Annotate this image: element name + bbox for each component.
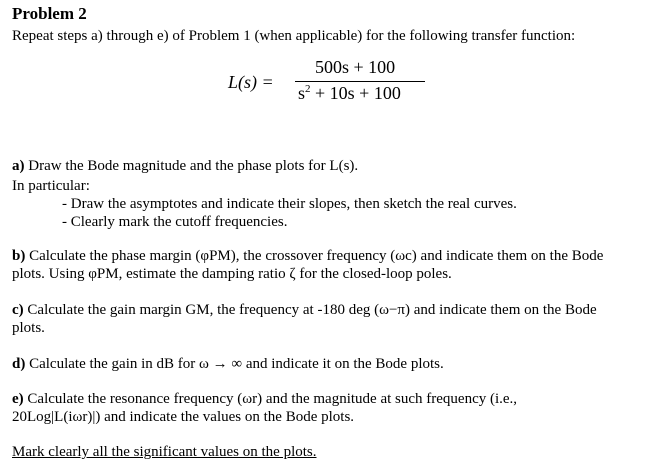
part-d-line xyxy=(12,355,444,373)
denominator-exponent: 2 xyxy=(305,83,311,95)
part-b-line-1 xyxy=(12,247,603,265)
part-a-label: a) xyxy=(12,158,25,174)
part-a-bullet-1: - Draw the asymptotes and indicate their slopes, then sketch the real curves. xyxy=(62,196,517,212)
part-c-label: c) xyxy=(12,302,24,318)
equation-numerator: 500s + 100 xyxy=(315,57,396,77)
part-e-line-2: 20Log|L(iωr)|) and indicate the values on the Bode plots. xyxy=(12,409,355,425)
footer-note: Mark clearly all the significant values on the plots. xyxy=(12,444,317,460)
part-d-text: Calculate the gain in dB for ω → ∞ and indicate it on the Bode plots. xyxy=(25,356,444,372)
part-a-subhead: In particular: xyxy=(12,178,90,194)
denominator-base: s xyxy=(298,83,306,103)
problem-title: Problem 2 xyxy=(12,4,87,23)
part-e-label: e) xyxy=(12,391,24,407)
part-c-text-1: Calculate the gain margin GM, the frequency at -180 deg (ω−π) and indicate them on the Bode xyxy=(23,302,597,318)
part-a-bullet-2: - Clearly mark the cutoff frequencies. xyxy=(62,214,288,230)
fraction-bar xyxy=(295,81,425,82)
part-a-text: Draw the Bode magnitude and the phase plots for L(s). xyxy=(24,158,359,174)
part-b-label: b) xyxy=(12,248,26,264)
part-d-label: d) xyxy=(12,356,26,372)
part-e-line-1 xyxy=(12,390,517,408)
problem-intro: Repeat steps a) through e) of Problem 1 (when applicable) for the following transfer function: xyxy=(12,28,576,44)
equation-lhs: L(s) = xyxy=(228,72,274,92)
part-b-line-2: plots. Using φPM, estimate the damping ratio ζ for the closed-loop poles. xyxy=(12,266,452,282)
part-e-text-1: Calculate the resonance frequency (ωr) and the magnitude at such frequency (i.e., xyxy=(23,391,518,407)
part-c-line-2: plots. xyxy=(12,320,45,336)
part-b-text-1: Calculate the phase margin (φPM), the crossover frequency (ωc) and indicate them on the Bode xyxy=(25,248,604,264)
denominator-rest: + 10s + 100 xyxy=(310,83,401,103)
part-a-line xyxy=(12,157,358,175)
part-c-line-1 xyxy=(12,301,597,319)
equation-denominator xyxy=(298,84,401,105)
